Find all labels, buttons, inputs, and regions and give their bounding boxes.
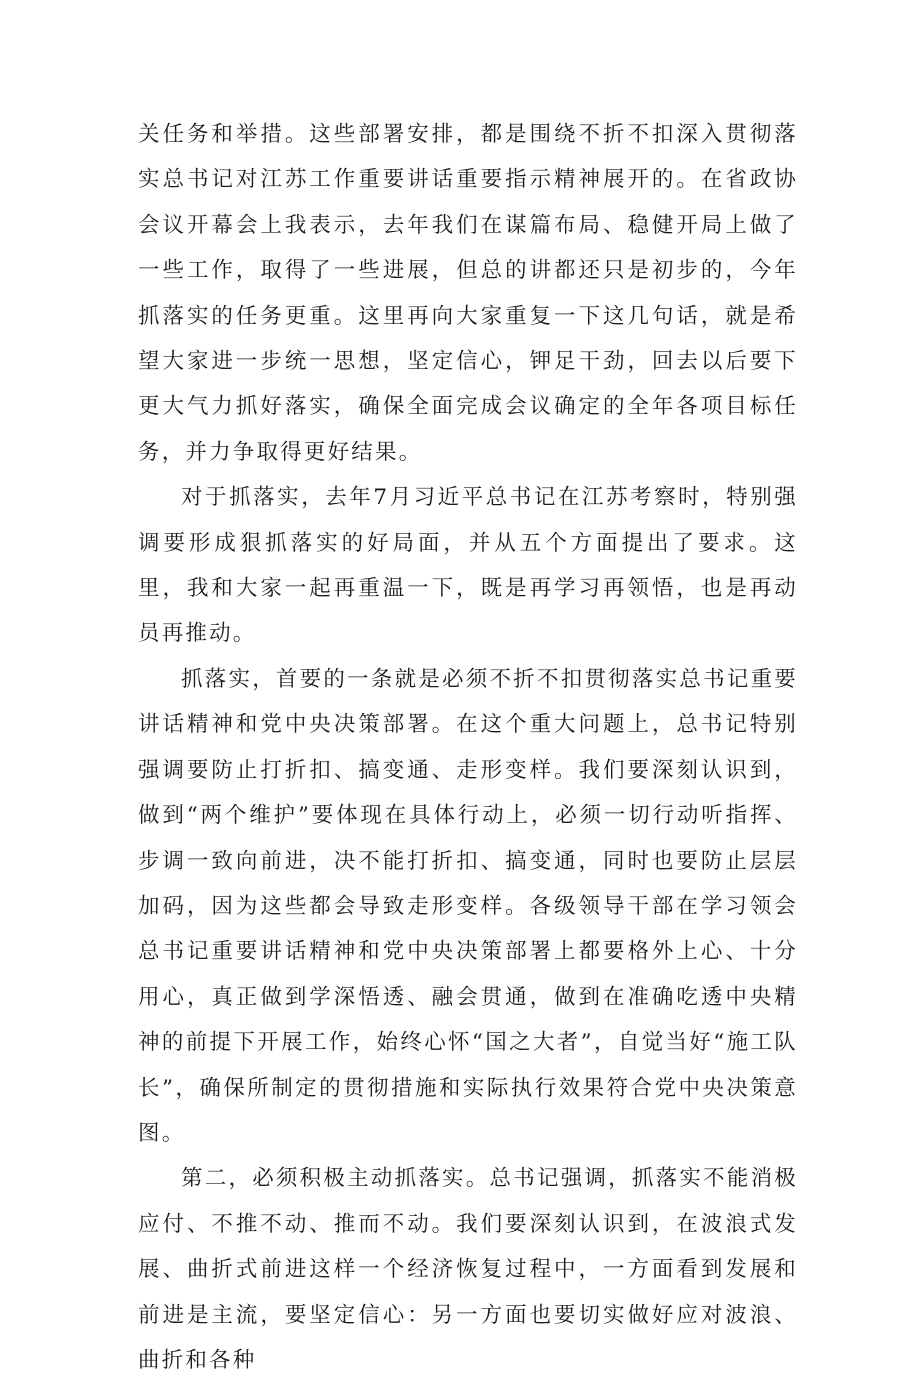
paragraph-4: 第二，必须积极主动抓落实。总书记强调，抓落实不能消极应付、不推不动、推而不动。我们要深刻认识到，在波浪式发展、曲折式前进这样一个经济恢复过程中，一方面看到发展和前进是主流，要坚定信心：另一方面也要切实做好应对波浪、曲折和各种	[138, 1166, 798, 1373]
paragraph-2: 对于抓落实，去年7月习近平总书记在江苏考察时，特别强调要形成狠抓落实的好局面，并从五个方面提出了要求。这里，我和大家一起再重温一下，既是再学习再领悟，也是再动员再推动。	[138, 485, 798, 647]
document-body	[138, 112, 798, 1383]
paragraph-1: 关任务和举措。这些部署安排，都是围绕不折不扣深入贯彻落实总书记对江苏工作重要讲话重要指示精神展开的。在省政协会议开幕会上我表示，去年我们在谋篇布局、稳健开局上做了一些工作，取得了一些进展，但总的讲都还只是初步的，今年抓落实的任务更重。这里再向大家重复一下这几句话，就是希望大家进一步统一思想，坚定信心，钾足干劲，回去以后要下更大气力抓好落实，确保全面完成会议确定的全年各项目标任务，并力争取得更好结果。	[138, 122, 798, 465]
paragraph-3: 抓落实，首要的一条就是必须不折不扣贯彻落实总书记重要讲话精神和党中央决策部署。在这个重大问题上，总书记特别强调要防止打折扣、搞变通、走形变样。我们要深刻认识到，做到“两个维护”要体现在具体行动上，必须一切行动听指挥、步调一致向前进，决不能打折扣、搞变通，同时也要防止层层加码，因为这些都会导致走形变样。各级领导干部在学习领会总书记重要讲话精神和党中央决策部署上都要格外上心、十分用心，真正做到学深悟透、融会贯通，做到在准确吃透中央精神的前提下开展工作，始终心怀“国之大者”，自觉当好“施工队长”，确保所制定的贯彻措施和实际执行效果符合党中央决策意图。	[138, 666, 798, 1146]
